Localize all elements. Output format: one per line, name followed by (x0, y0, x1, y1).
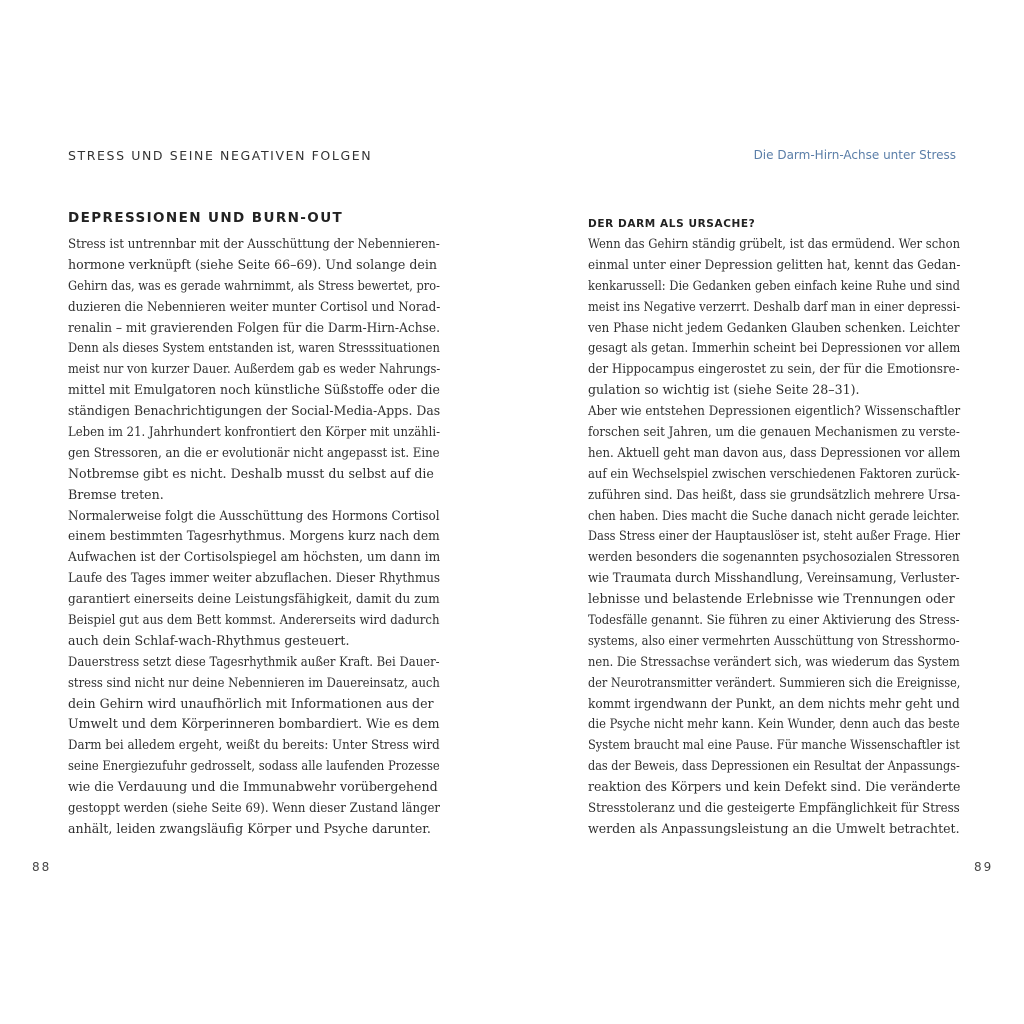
text-line: System braucht mal eine Pause. Für manche Wissenschaftler ist (588, 737, 960, 753)
text-line: Umwelt und dem Körperinneren bombardiert. Wie es dem (68, 716, 440, 732)
text-line: kenkarussell: Die Gedanken geben einfach keine Ruhe und sind (588, 277, 960, 293)
text-line: das der Beweis, dass Depressionen ein Resultat der Anpassungs- (588, 758, 960, 774)
text-line: Stress ist untrennbar mit der Ausschüttung der Nebennieren- (68, 236, 440, 251)
text-line: meist ins Negative verzerrt. Deshalb darf man in einer depressi- (588, 298, 961, 314)
text-line: nen. Die Stressachse verändert sich, was wiederum das System (588, 653, 960, 669)
text-line: duzieren die Nebennieren weiter munter Cortisol und Norad- (68, 298, 441, 314)
text-line: Gehirn das, was es gerade wahrnimmt, als Stress bewertet, pro- (68, 277, 440, 293)
text-line: reaktion des Körpers und kein Defekt sind. Die veränderte (588, 779, 961, 795)
text-line: auf ein Wechselspiel zwischen verschiedenen Faktoren zurück- (588, 465, 960, 481)
text-line: Leben im 21. Jahrhundert konfrontiert den Körper mit unzähli- (68, 424, 441, 440)
text-line: Aufwachen ist der Cortisolspiegel am höchsten, um dann im (68, 549, 441, 565)
text-line: systems, also einer vermehrten Ausschüttung von Stresshormo- (588, 632, 960, 648)
text-line: Normalerweise folgt die Ausschüttung des Hormons Cortisol (68, 507, 440, 523)
text-line: die Psyche nicht mehr kann. Kein Wunder, denn auch das beste (588, 716, 960, 732)
text-line: anhält, leiden zwangsläufig Körper und Psyche darunter. (68, 820, 431, 836)
text-line: Aber wie entstehen Depressionen eigentlich? Wissenschaftler (588, 403, 961, 419)
text-line: Denn als dieses System entstanden ist, waren Stresssituationen (68, 340, 440, 356)
text-line: garantiert einerseits deine Leistungsfähigkeit, damit du zum (68, 591, 440, 607)
text-line: chen haben. Dies macht die Suche danach nicht gerade leichter. (588, 507, 960, 523)
text-line: Dauerstress setzt diese Tagesrhythmik außer Kraft. Bei Dauer- (68, 653, 440, 669)
text-line: stress sind nicht nur deine Nebennieren im Dauereinsatz, auch (68, 674, 440, 690)
text-line: Todesfälle genannt. Sie führen zu einer Aktivierung des Stress- (588, 612, 960, 628)
text-line: zuführen sind. Das heißt, dass sie grundsätzlich mehrere Ursa- (588, 486, 961, 502)
text-line: werden besonders die sogenannten psychosozialen Stressoren (588, 549, 960, 565)
text-line: Stresstoleranz und die gesteigerte Empfänglichkeit für Stress (588, 800, 960, 816)
text-line: kommt irgendwann der Punkt, an dem nichts mehr geht und (588, 695, 960, 711)
text-line: der Hippocampus eingerostet zu sein, der für die Emotionsre- (588, 361, 960, 377)
text-line: Dass Stress einer der Hauptauslöser ist, steht außer Frage. Hier (588, 528, 961, 544)
text-line: gulation so wichtig ist (siehe Seite 28–31). (588, 382, 860, 398)
right-page-number: 89 (974, 860, 994, 874)
right-section-heading: DER DARM ALS URSACHE? (588, 218, 756, 230)
text-line: ständigen Benachrichtigungen der Social-Media-Apps. Das (68, 403, 441, 419)
text-line: forschen seit Jahren, um die genauen Mechanismen zu verste- (588, 424, 960, 440)
text-line: Wenn das Gehirn ständig grübelt, ist das ermüdend. Wer schon (588, 236, 961, 251)
left-running-head: STRESS UND SEINE NEGATIVEN FOLGEN (68, 148, 373, 163)
text-line: seine Energiezufuhr gedrosselt, sodass alle laufenden Prozesse (68, 758, 440, 774)
text-line: einem bestimmten Tagesrhythmus. Morgens kurz nach dem (68, 528, 440, 544)
text-line: Notbremse gibt es nicht. Deshalb musst du selbst auf die (68, 465, 434, 481)
text-line: hen. Aktuell geht man davon aus, dass Depressionen vor allem (588, 444, 961, 460)
text-line: ven Phase nicht jedem Gedanken Glauben schenken. Leichter (588, 319, 960, 335)
text-line: hormone verknüpft (siehe Seite 66–69). Und solange dein (68, 256, 438, 272)
text-line: Beispiel gut aus dem Bett kommst. Andererseits wird dadurch (68, 612, 440, 628)
text-line: mittel mit Emulgatoren noch künstliche Süßstoffe oder die (68, 382, 440, 398)
text-line: gesagt als getan. Immerhin scheint bei Depressionen vor allem (588, 340, 961, 356)
text-line: Laufe des Tages immer weiter abzuflachen. Dieser Rhythmus (68, 570, 441, 586)
text-line: der Neurotransmitter verändert. Summieren sich die Ereignisse, (588, 674, 961, 690)
text-line: meist nur von kurzer Dauer. Außerdem gab es weder Nahrungs- (68, 361, 441, 377)
left-section-heading: DEPRESSIONEN UND BURN-OUT (68, 210, 344, 226)
text-line: werden als Anpassungsleistung an die Umwelt betrachtet. (588, 820, 960, 836)
text-line: wie Traumata durch Misshandlung, Vereinsamung, Verluster- (588, 570, 960, 586)
right-running-head: Die Darm-Hirn-Achse unter Stress (753, 148, 956, 162)
text-line: gen Stressoren, an die er evolutionär nicht angepasst ist. Eine (68, 444, 440, 460)
text-line: gestoppt werden (siehe Seite 69). Wenn dieser Zustand länger (68, 800, 441, 816)
text-line: wie die Verdauung und die Immunabwehr vorübergehend (68, 779, 438, 795)
text-line: renalin – mit gravierenden Folgen für die Darm-Hirn-Achse. (68, 319, 441, 335)
right-body-text (588, 234, 960, 840)
text-line: dein Gehirn wird unaufhörlich mit Informationen aus der (68, 695, 434, 711)
text-line: einmal unter einer Depression gelitten hat, kennt das Gedan- (588, 256, 961, 272)
text-line: Bremse treten. (68, 486, 164, 502)
left-body-text (68, 234, 440, 840)
text-line: auch dein Schlaf-wach-Rhythmus gesteuert. (68, 632, 350, 648)
left-page-number: 88 (32, 860, 52, 874)
text-line: Darm bei alledem ergeht, weißt du bereits: Unter Stress wird (68, 737, 440, 753)
text-line: lebnisse und belastende Erlebnisse wie Trennungen oder (588, 591, 955, 607)
